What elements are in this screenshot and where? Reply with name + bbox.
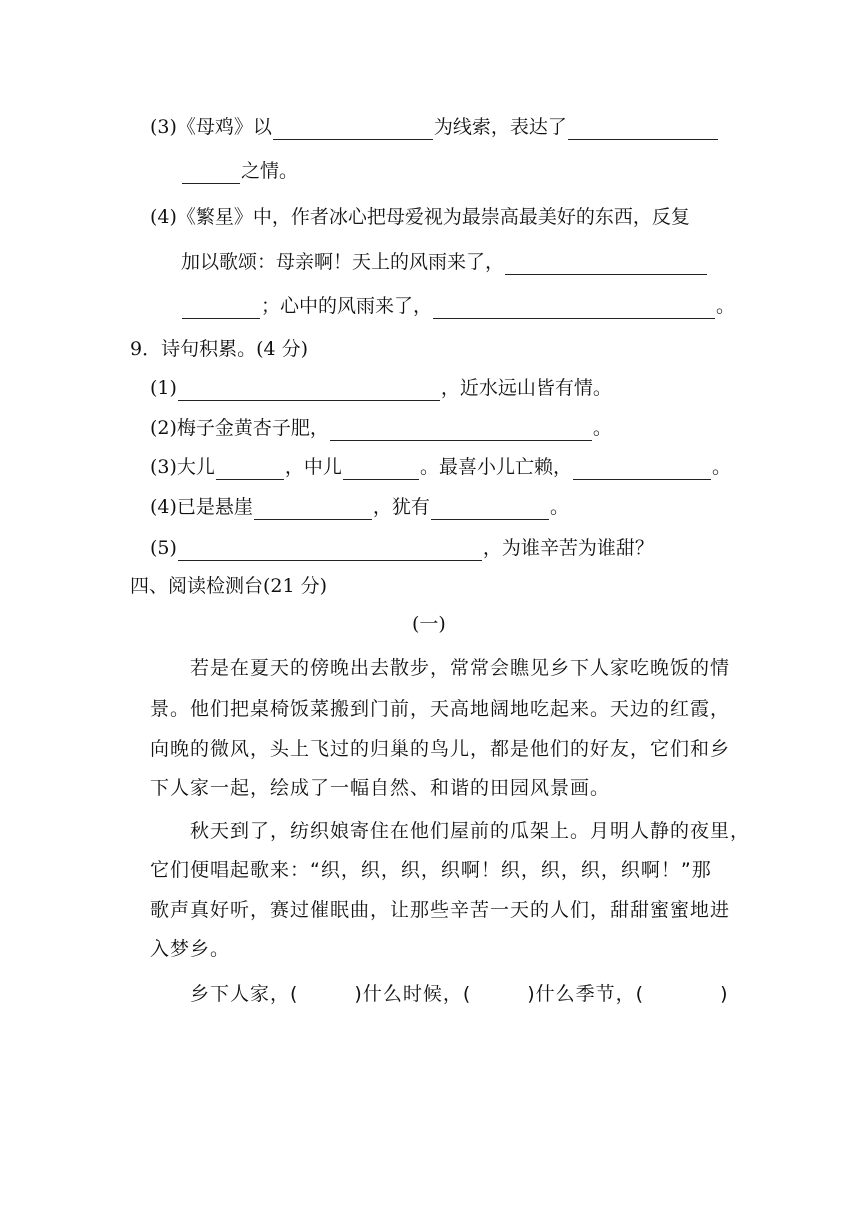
p1-line1-text: 若是在夏天的傍晚出去散步，常常会瞧见乡下人家吃晚饭的情 (190, 657, 731, 679)
q9-item5-blank[interactable] (178, 540, 482, 561)
q9-item2-text: (2)梅子金黄杏子肥， (150, 417, 329, 439)
p2-line1 (190, 818, 750, 844)
q9-item3-blank1[interactable] (216, 459, 284, 480)
p1-line4-text: 下人家一起，绘成了一幅自然、和谐的田园风景画。 (150, 777, 611, 799)
q9-item4-blank2[interactable] (431, 499, 549, 520)
q9-item3-blank3[interactable] (573, 459, 711, 480)
p3-line1 (190, 981, 729, 1007)
p2-line3-text: 歌声真好听，赛过催眠曲，让那些辛苦一天的人们，甜甜蜜蜜地进 (150, 899, 731, 921)
q8-item4-line3 (181, 293, 735, 319)
p2-line1-text: 秋天到了，纺织娘寄住在他们屋前的瓜架上。月明人静的夜里， (190, 820, 751, 842)
q9-item1-text: ，近水远山皆有情。 (440, 377, 612, 399)
p2-line4-text: 入梦乡。 (150, 938, 231, 960)
q9-item4 (150, 494, 569, 520)
q8-item4-blank2[interactable] (433, 298, 715, 319)
p3-text-b: )什么时候，( (354, 983, 472, 1005)
q8-item3-blank2[interactable] (568, 119, 718, 140)
p3-text-c: )什么季节，( (527, 983, 645, 1005)
q8-item4-line2 (181, 249, 708, 275)
q9-item3-b: ，中儿 (284, 456, 342, 478)
q8-item4-text2: 加以歌颂：母亲啊！天上的风雨来了， (181, 251, 505, 273)
q9-item5-num: (5) (150, 537, 177, 559)
p2-line2 (150, 857, 712, 883)
q8-item3-blank2-cont[interactable] (182, 163, 240, 184)
q9-item2 (150, 415, 612, 441)
q8-item3-suffix: 之情。 (241, 160, 299, 182)
q9-item3-blank2[interactable] (343, 459, 419, 480)
q9-item3 (150, 454, 731, 480)
q9-item5-text: ，为谁辛苦为谁甜？ (482, 537, 654, 559)
q9-item3-c: 。最喜小儿亡赖， (419, 456, 572, 478)
p1-line4 (150, 775, 610, 801)
q9-item4-a: (4)已是悬崖 (150, 496, 253, 518)
q9-item4-b: ，犹有 (372, 496, 430, 518)
q8-item4-text3: ；心中的风雨来了， (261, 295, 433, 317)
q9-item2-blank[interactable] (330, 420, 592, 441)
q8-item4-end: 。 (716, 295, 736, 317)
q8-item4-blank1-cont[interactable] (182, 298, 260, 319)
p3-text-d: ) (720, 983, 729, 1005)
q9-item2-end: 。 (592, 417, 612, 439)
q8-item4-line1 (150, 204, 690, 230)
q9-heading (130, 336, 308, 362)
q8-item4-text1: (4)《繁星》中，作者冰心把母爱视为最崇高最美好的东西，反复 (150, 206, 690, 228)
q8-item3-line2 (181, 158, 298, 184)
reading-part-label (412, 611, 446, 637)
p1-line2 (150, 696, 730, 722)
q8-item3-middle: 为线索，表达了 (433, 116, 567, 138)
p2-line3 (150, 897, 730, 923)
p1-line2-text: 景。他们把桌椅饭菜搬到门前，天高地阔地吃起来。天边的红霞， (150, 698, 731, 720)
q9-item4-c: 。 (549, 496, 569, 518)
p3-text-a: 乡下人家，( (190, 983, 299, 1005)
q9-item3-a: (3)大儿 (150, 456, 215, 478)
q9-item1-num: (1) (150, 377, 177, 399)
q9-item5 (150, 535, 654, 561)
q9-heading-text: 9．诗句积累。(4 分) (130, 338, 309, 360)
p2-line2-text: 它们便唱起歌来：“织，织，织，织啊！织，织，织，织啊！”那 (150, 859, 712, 881)
p1-line3 (150, 736, 730, 762)
reading-part-label-text: (一) (412, 613, 446, 635)
q8-item4-blank1[interactable] (505, 254, 707, 275)
q9-item3-d: 。 (711, 456, 731, 478)
section4-heading-text: 四、阅读检测台(21 分) (130, 575, 328, 597)
q9-item1-blank[interactable] (178, 380, 440, 401)
q8-item3-line1 (150, 114, 719, 140)
p1-line1 (190, 655, 730, 681)
q9-item1 (150, 375, 612, 401)
section4-heading (130, 573, 327, 599)
q8-item3-prefix: (3)《母鸡》以 (150, 116, 272, 138)
q8-item3-blank1[interactable] (273, 119, 433, 140)
p1-line3-text: 向晚的微风，头上飞过的归巢的鸟儿，都是他们的好友，它们和乡 (150, 738, 731, 760)
p2-line4 (150, 936, 230, 962)
q9-item4-blank1[interactable] (254, 499, 372, 520)
